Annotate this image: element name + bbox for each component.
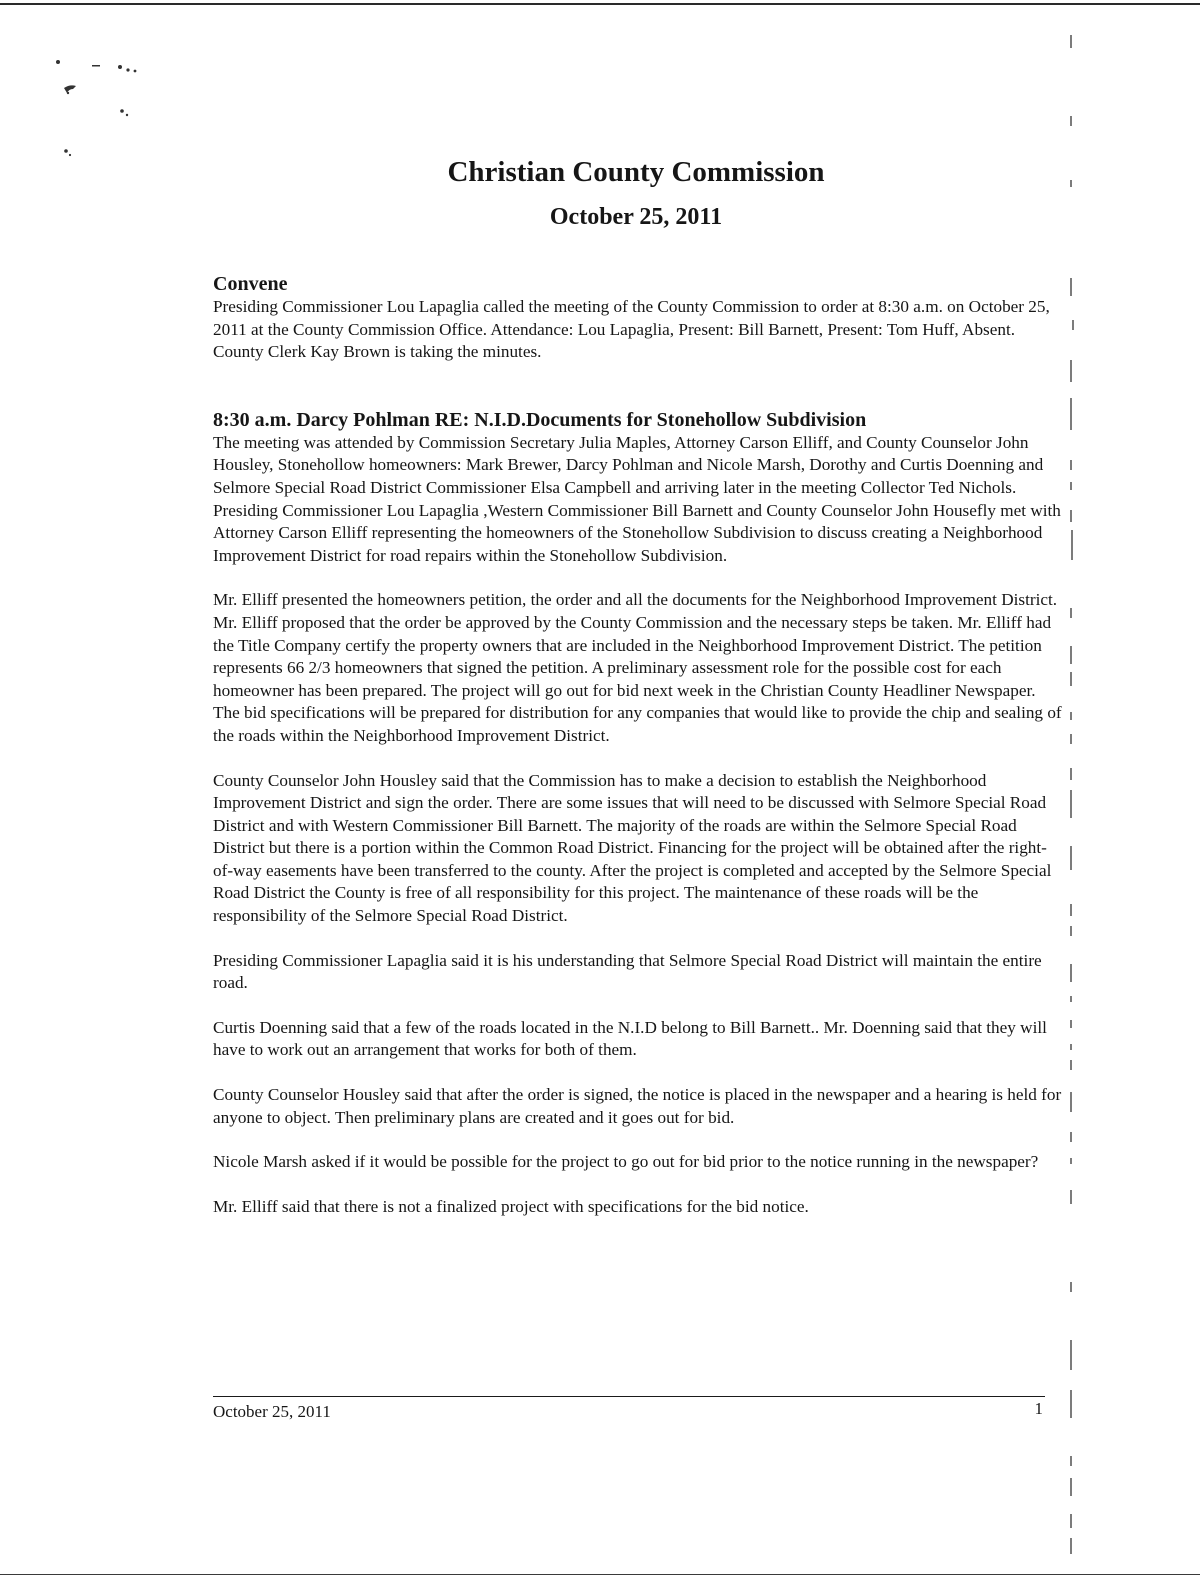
paragraph: Mr. Elliff said that there is not a finalized project with specifications for the bid notice.: [213, 1196, 809, 1216]
document-title: Christian County Commission: [447, 156, 825, 188]
footer-date: October 25, 2011: [213, 1402, 331, 1421]
paragraph: County Counselor John Housley said that the Commission has to make a decision to establish the Neighborhood Improvement District and sign the order. There are some issues that will need to be discussed with Selmore Special Road District and with Western Commissioner Bill Barnett. The majority of the roads are within the Selmore Special Road District but there is a portion within the Common Road District. Financing for the project will be obtained after the right-of-way easements have been transferred to the county. After the project is completed and accepted by the Selmore Special Road District the County is free of all responsibility for this project. The maintenance of these roads will be the responsibility of the Selmore Special Road District.: [213, 770, 1052, 926]
paragraph: Nicole Marsh asked if it would be possible for the project to go out for bid prior to the notice running in the newspaper?: [213, 1152, 1039, 1172]
paragraph: Presiding Commissioner Lou Lapaglia ,Western Commissioner Bill Barnett and County Counselor John Housefly met with Attorney Carson Elliff representing the homeowners of the Stonehollow Subdivision to discuss creating a Neighborhood Improvement District for road repairs within the Stonehollow Subdivision.: [213, 500, 1061, 565]
page-number: 1: [1034, 1399, 1043, 1418]
page-footer: [213, 1396, 1045, 1422]
section-nid-documents: [213, 408, 1063, 1219]
paragraph: Curtis Doenning said that a few of the roads located in the N.I.D belong to Bill Barnett.. Mr. Doenning said that they will have to work out an arrangement that works for both of them.: [213, 1017, 1047, 1060]
scan-bottom-edge: [0, 1574, 1200, 1575]
scan-speck-marks: [50, 55, 160, 165]
paragraph: County Counselor Housley said that after the order is signed, the notice is placed in the newspaper and a hearing is held for anyone to object. Then preliminary plans are created and it goes out for bid.: [213, 1085, 1062, 1127]
section-heading: Convene: [213, 273, 288, 295]
document-date: October 25, 2011: [549, 204, 723, 230]
paragraph: Mr. Elliff presented the homeowners petition, the order and all the documents for the Neighborhood Improvement District. Mr. Elliff proposed that the order be approved by the County Commission and the necessary steps be taken. Mr. Elliff had the Title Company certify the property owners that are included in the Neighborhood Improvement District. The petition represents 66 2/3 homeowners that signed the petition. A preliminary assessment role for the possible cost for each homeowner has been prepared. The project will go out for bid next week in the Christian County Headliner Newspaper. The bid specifications will be prepared for distribution for any companies that would like to provide the chip and sealing of the roads within the Neighborhood Improvement District.: [213, 590, 1062, 745]
paragraph: Presiding Commissioner Lapaglia said it is his understanding that Selmore Special Road District will maintain the entire road.: [213, 950, 1042, 993]
minutes-body: [213, 272, 1063, 1240]
scan-margin-marks: [1062, 20, 1082, 1570]
paragraph: Presiding Commissioner Lou Lapaglia called the meeting of the County Commission to order at 8:30 a.m. on October 25, 2011 at the County Commission Office. Attendance: Lou Lapaglia, Present: Bill Barnett, Present: Tom Huff, Absent. County Clerk Kay Brown is taking the minutes.: [213, 297, 1050, 362]
section-heading: 8:30 a.m. Darcy Pohlman RE: N.I.D.Documents for Stonehollow Subdivision: [213, 408, 867, 431]
section-convene: [213, 272, 1063, 364]
scan-top-edge: [0, 3, 1200, 5]
paragraph: The meeting was attended by Commission Secretary Julia Maples, Attorney Carson Elliff, and County Counselor John Housley, Stonehollow homeowners: Mark Brewer, Darcy Pohlman and Nicole Marsh, Dorothy and Curtis Doenning and Selmore Special Road District Commissioner Elsa Campbell and arriving later in the meeting Collector Ted Nichols.: [213, 432, 1044, 497]
